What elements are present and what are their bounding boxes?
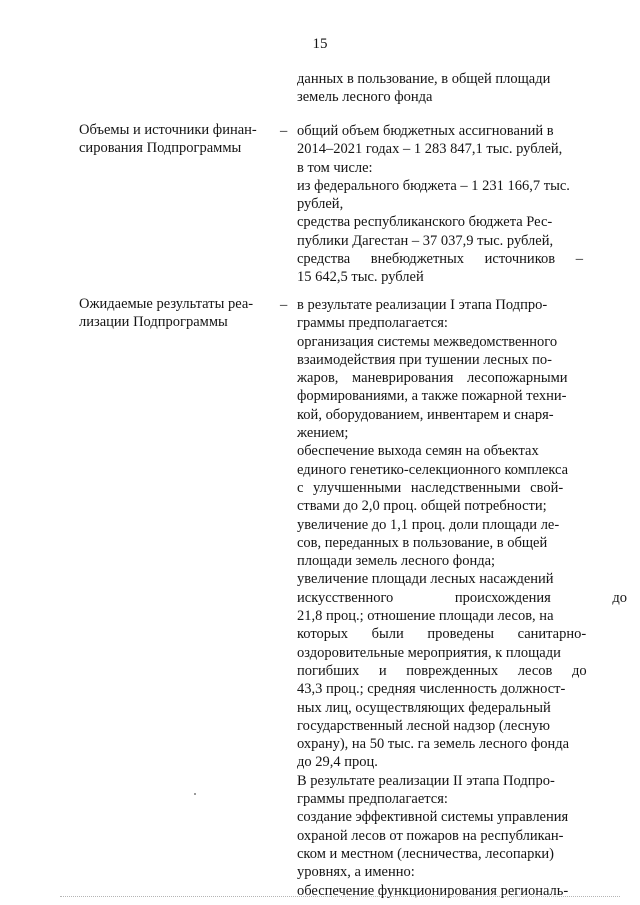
text-line: государственный лесной надзор (лесную <box>297 717 550 734</box>
text-line: 15 642,5 тыс. рублей <box>297 269 424 286</box>
text-line: в том числе: <box>297 159 373 176</box>
text-line: кой, оборудованием, инвентарем и снаря- <box>297 406 554 423</box>
text-line: погибших и поврежденных лесов до <box>297 662 587 679</box>
text-line: которых были проведены санитарно- <box>297 626 587 643</box>
label-line: сирования Подпрограммы <box>79 139 242 156</box>
scan-speck <box>194 793 196 795</box>
text-line: из федерального бюджета – 1 231 166,7 тыс. <box>297 177 570 194</box>
label-line: Объемы и источники финан- <box>79 122 257 138</box>
text-line: единого генетико-селекционного комплекса <box>297 461 569 478</box>
text-line: 43,3 проц.; средняя численность должност- <box>297 681 566 698</box>
text-line: в результате реализации I этапа Подпро- <box>297 297 548 313</box>
text-line: формированиями, а также пожарной техни- <box>297 388 567 405</box>
text-line: увеличение до 1,1 проц. доли площади ле- <box>297 516 560 533</box>
dash-separator: – <box>280 297 288 313</box>
text-line: ствами до 2,0 проц. общей потребности; <box>297 498 547 515</box>
results-label <box>79 296 271 331</box>
text-line: публики Дагестан – 37 037,9 тыс. рублей, <box>297 232 554 249</box>
text-line: охрану), на 50 тыс. га земель лесного фонда <box>297 736 570 753</box>
text-line: 2014–2021 годах – 1 283 847,1 тыс. рублей, <box>297 141 563 158</box>
text-line: средства внебюджетных источников – <box>297 251 583 268</box>
text-line: сов, переданных в пользование, в общей <box>297 534 548 551</box>
text-line: В результате реализации II этапа Подпро- <box>297 772 555 789</box>
text-line: общий объем бюджетных ассигнований в <box>297 123 554 139</box>
scan-edge-line <box>60 896 620 897</box>
text-line: искусственного происхождения до <box>297 589 628 606</box>
results-text <box>297 296 628 900</box>
text-line: ском и местном (лесничества, лесопарки) <box>297 845 554 862</box>
text-line: земель лесного фонда <box>297 89 433 105</box>
text-line: средства республиканского бюджета Рес- <box>297 214 553 231</box>
continuation-text <box>297 70 597 106</box>
text-line: граммы предполагается: <box>297 791 448 808</box>
label-line: Ожидаемые результаты реа- <box>79 296 254 312</box>
text-line: 21,8 проц.; отношение площади лесов, на <box>297 608 554 625</box>
text-line: создание эффективной системы управления <box>297 809 569 826</box>
text-line: ных лиц, осуществляющих федеральный <box>297 699 551 716</box>
text-line: организация системы межведомственного <box>297 333 558 350</box>
label-line: лизации Подпрограммы <box>79 313 228 330</box>
text-line: охраной лесов от пожаров на республикан- <box>297 827 564 844</box>
financing-label <box>79 122 271 157</box>
text-line: с улучшенными наследственными свой- <box>297 479 564 496</box>
text-line: жением; <box>297 425 349 442</box>
text-line: обеспечение выхода семян на объектах <box>297 443 539 460</box>
text-line: обеспечение функционирования региональ- <box>297 882 569 899</box>
dash-separator: – <box>280 123 288 139</box>
page-number: 15 <box>312 36 328 52</box>
text-line: площади земель лесного фонда; <box>297 553 496 570</box>
text-line: рублей, <box>297 196 344 213</box>
text-line: граммы предполагается: <box>297 315 448 332</box>
financing-text <box>297 122 588 287</box>
text-line: оздоровительные мероприятия, к площади <box>297 644 561 661</box>
text-line: жаров, маневрирования лесопожарными <box>297 370 568 387</box>
text-line: взаимодействия при тушении лесных по- <box>297 351 553 368</box>
text-line: до 29,4 проц. <box>297 754 378 771</box>
text-line: данных в пользование, в общей площади <box>297 71 551 87</box>
text-line: уровнях, а именно: <box>297 864 415 881</box>
text-line: увеличение площади лесных насаждений <box>297 571 554 588</box>
